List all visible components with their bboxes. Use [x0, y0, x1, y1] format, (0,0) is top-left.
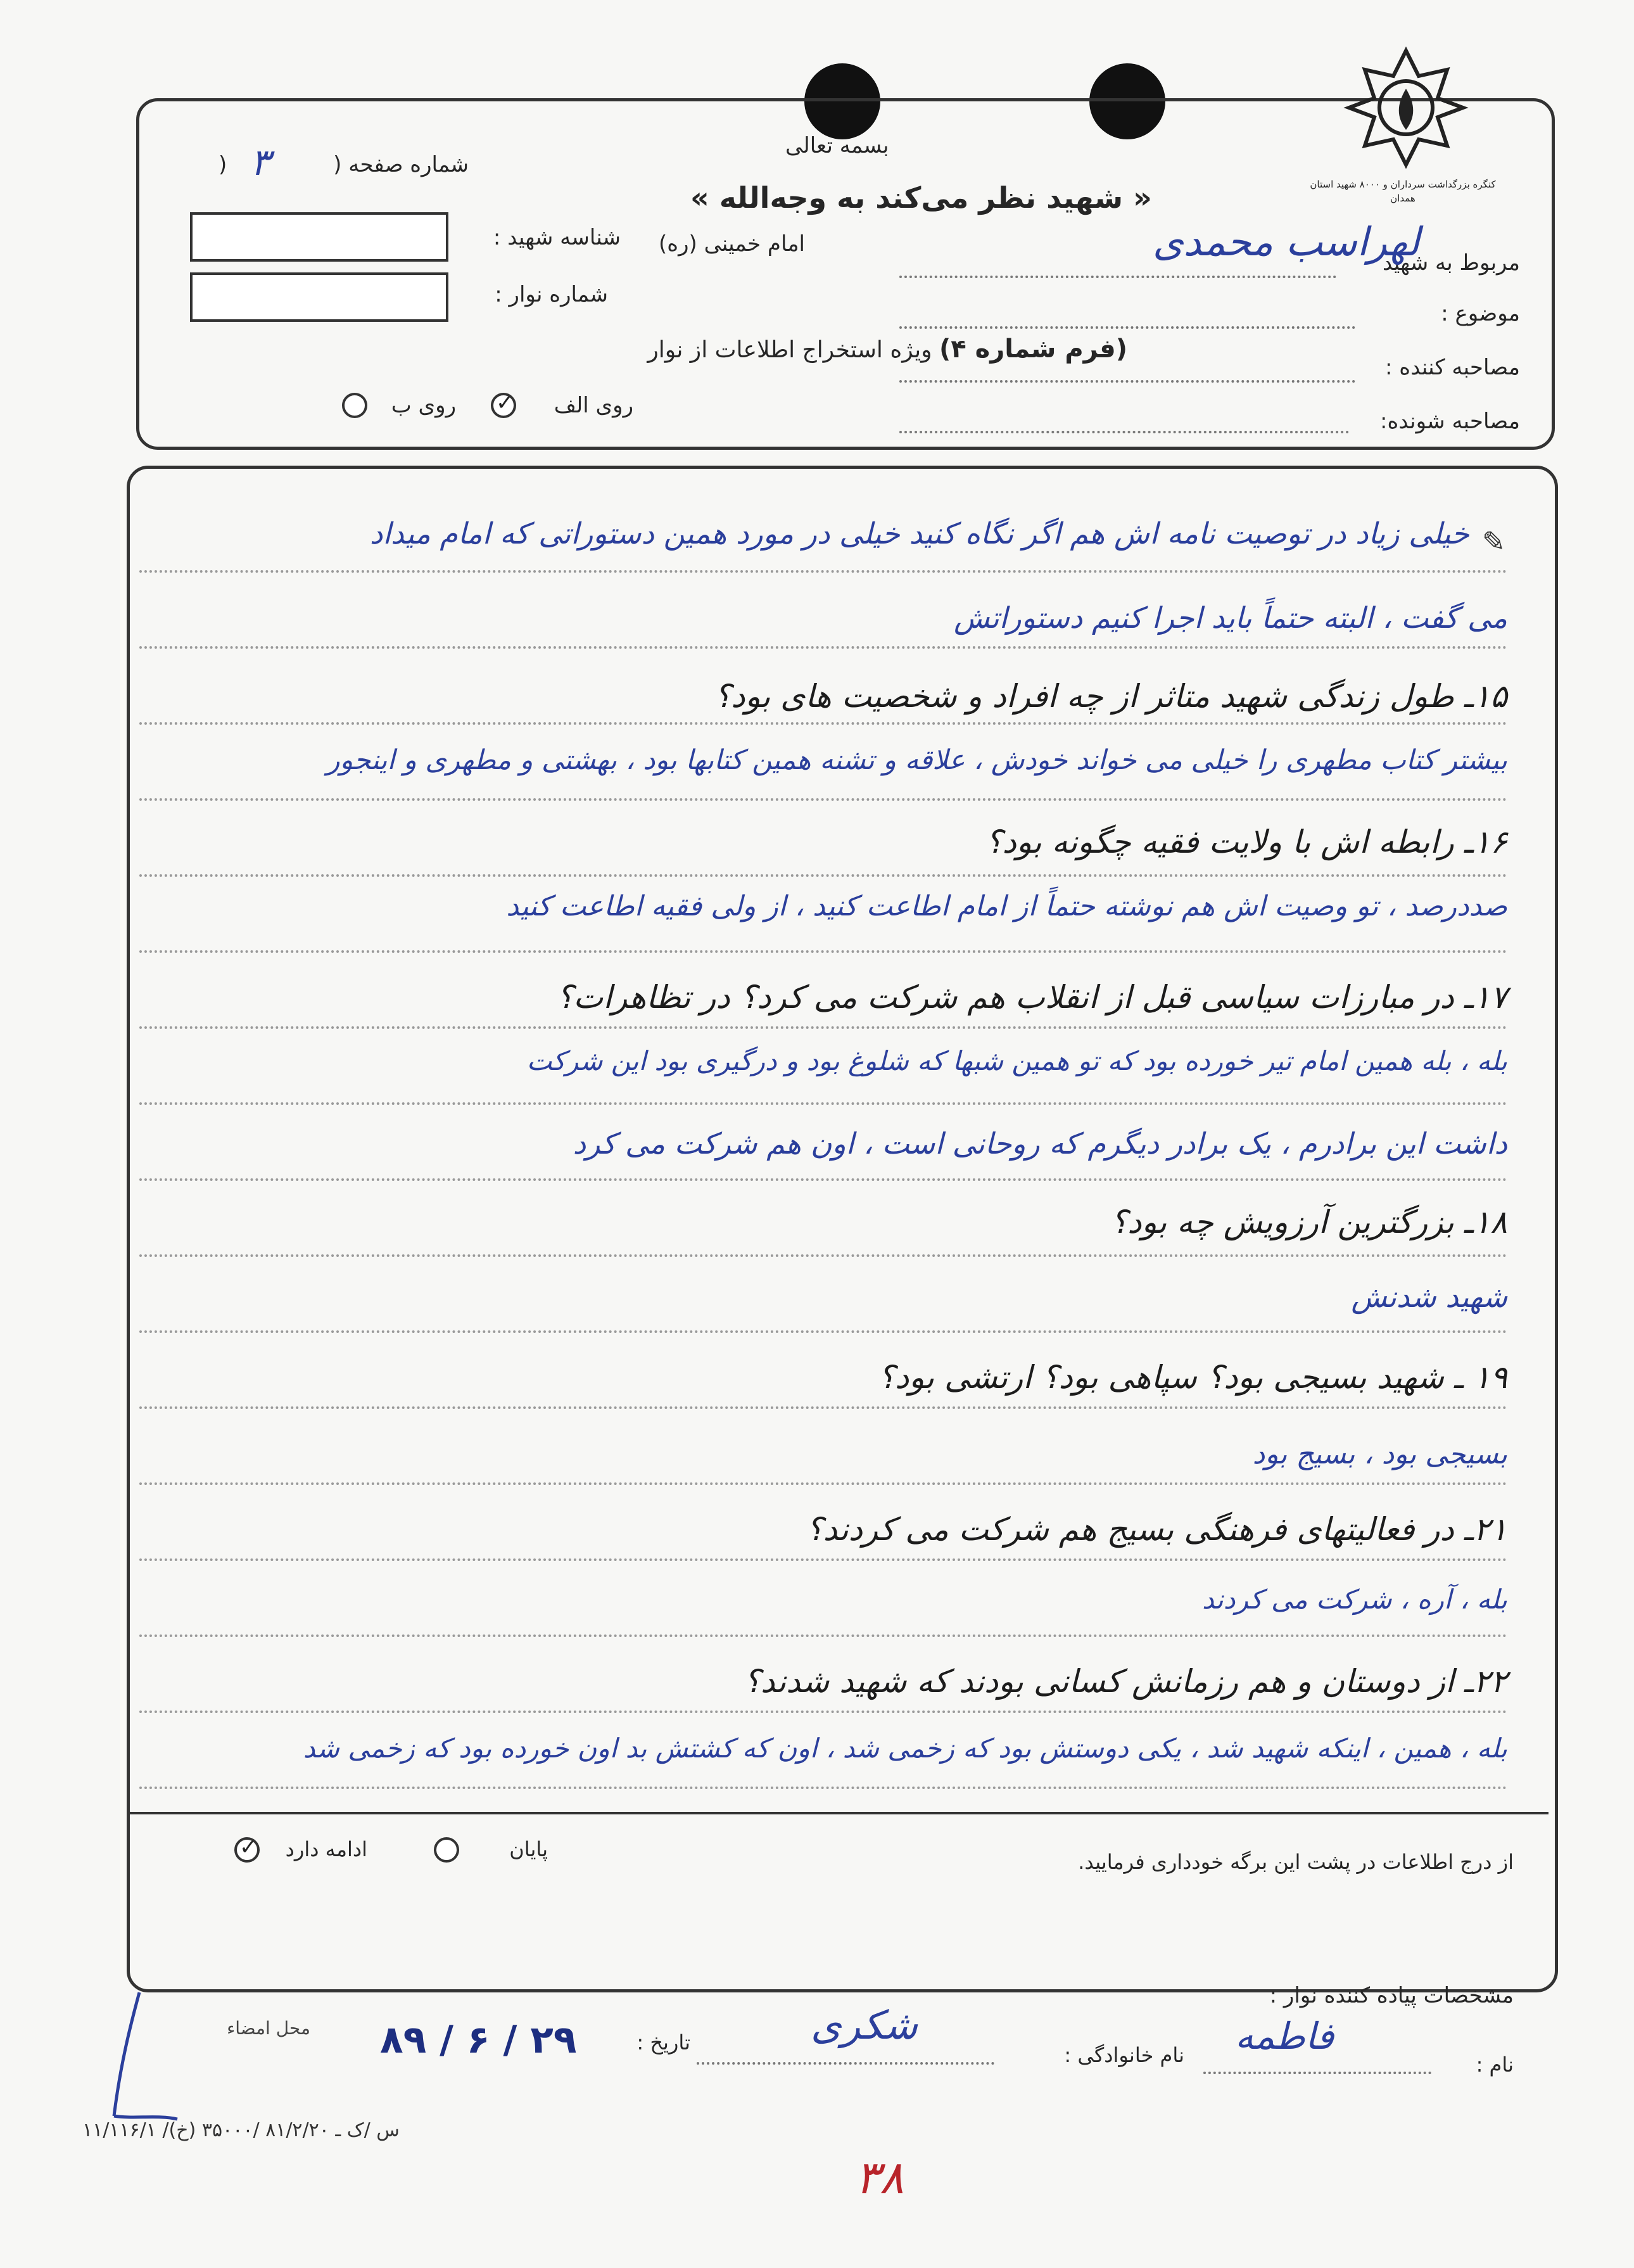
body-line: بله ، آره ، شرکت می کردند — [1202, 1584, 1507, 1615]
body-line: شهید شدنش — [1351, 1280, 1507, 1314]
side-a-label: روی الف — [554, 393, 633, 418]
related-martyr-value: لهراسب محمدی — [1153, 219, 1420, 265]
body-line: بله ، همین ، اینکه شهید شد ، یکی دوستش بود که زخمی شد ، اون که کشتش بد اون خورده بود که زخمی شد — [303, 1733, 1507, 1764]
frame-divider — [130, 1812, 1548, 1814]
ruled-line — [139, 722, 1507, 725]
first-name-line — [1203, 2072, 1431, 2074]
interviewee-line — [899, 431, 1349, 433]
body-line: ۱۵ـ طول زندگی شهید متاثر از چه افراد و شخصیت های بود؟ — [714, 678, 1507, 715]
last-name-value: شکری — [811, 2002, 918, 2048]
form-code: ۱۱/۱۱۶/۱ /س /ک ـ ۸۱/۲/۲۰ /۳۵۰۰۰ (خ) — [82, 2119, 400, 2141]
ruled-line — [139, 570, 1507, 573]
body-line: ۱۶ـ رابطه اش با ولایت فقیه چگونه بود؟ — [985, 824, 1507, 860]
body-line: ۲۲ـ از دوستان و هم رزمانش کسانی بودند که شهید شدند؟ — [744, 1663, 1507, 1700]
ruled-line — [139, 1102, 1507, 1105]
ruled-line — [139, 1634, 1507, 1637]
emblem-icon — [1343, 44, 1469, 171]
form-title-rest: ویژه استخراج اطلاعات از نوار — [647, 337, 932, 363]
body-line: ۱۸ـ بزرگترین آرزویش چه بود؟ — [1110, 1204, 1507, 1240]
related-martyr-label: مربوط به شهید — [1382, 250, 1520, 276]
ruled-line — [139, 1482, 1507, 1485]
tape-number-field[interactable] — [190, 272, 448, 322]
ruled-line — [139, 1406, 1507, 1409]
page-number-value: ۳ — [250, 141, 270, 184]
note: از درج اطلاعات در پشت این برگه خودداری فرمایید. — [1078, 1850, 1514, 1874]
body-line: بله ، بله همین امام تیر خورده بود که تو همین شبها که شلوغ بود و درگیری بود این شرکت — [526, 1045, 1507, 1076]
body-line: می گفت ، البته حتماً باید اجرا کنیم دستوراتش — [954, 601, 1507, 635]
side-b-label: روی ب — [391, 393, 456, 418]
side-b-radio[interactable] — [342, 393, 367, 418]
ruled-line — [139, 950, 1507, 953]
ruled-line — [139, 1254, 1507, 1257]
signature — [95, 1989, 190, 2129]
ruled-line — [139, 1026, 1507, 1029]
interviewee-label: مصاحبه شونده: — [1380, 409, 1520, 434]
signature-label: محل امضاء — [227, 2018, 310, 2039]
form-title — [570, 334, 1127, 364]
ruled-line — [139, 1787, 1507, 1789]
end-radio[interactable] — [434, 1837, 459, 1863]
body-line: خیلی زیاد در توصیت نامه اش هم اگر نگاه کنید خیلی در مورد همین دستوراتی که امام میداد — [369, 516, 1469, 551]
ruled-line — [139, 1711, 1507, 1713]
related-martyr-line — [899, 276, 1336, 278]
logo — [1343, 44, 1469, 171]
form-title-bold: (فرم شماره ۴) — [939, 334, 1127, 364]
ruled-line — [139, 798, 1507, 801]
ruled-line — [139, 874, 1507, 877]
motto: « شهید نظر می‌کند به وجه‌الله » — [690, 181, 1152, 215]
continue-label: ادامه دارد — [285, 1837, 367, 1861]
pencil-icon: ✎ — [1482, 526, 1505, 558]
martyr-id-field[interactable] — [190, 212, 448, 262]
motto-author: امام خمینی (ره) — [659, 231, 805, 257]
interviewer-line — [899, 380, 1355, 383]
body-line: صددرصد ، تو وصیت اش هم نوشته حتماً از امام اطاعت کنید ، از ولی فقیه اطاعت کنید — [506, 890, 1507, 922]
continue-radio[interactable] — [234, 1837, 260, 1863]
end-label: پایان — [509, 1837, 548, 1861]
body-line: ۱۹ ـ شهید بسیجی بود؟ سپاهی بود؟ ارتشی بود؟ — [878, 1359, 1507, 1396]
bismillah: بسمه تعالی — [785, 133, 889, 158]
page-number-label: شماره صفحه ( — [333, 152, 469, 177]
first-name-label: نام : — [1476, 2053, 1514, 2077]
body-line: ۲۱ـ در فعالیتهای فرهنگی بسیج هم شرکت می کردند؟ — [806, 1511, 1507, 1548]
side-a-radio[interactable] — [491, 393, 516, 418]
last-name-label: نام خانوادگی : — [1064, 2043, 1184, 2067]
transcriber-title: مشخصات پیاده کننده نوار : — [1269, 1983, 1514, 2008]
ruled-line — [139, 1330, 1507, 1333]
signature-stroke — [95, 1989, 190, 2129]
logo-caption: کنگره بزرگداشت سرداران و ۸۰۰۰ شهید استان همدان — [1310, 179, 1496, 204]
body-line: ۱۷ـ در مبارزات سیاسی قبل از انقلاب هم شرکت می کرد؟ در تظاهرات؟ — [556, 979, 1507, 1016]
body-line: بسیجی بود ، بسیج بود — [1252, 1438, 1507, 1470]
body-line: بیشتر کتاب مطهری را خیلی می خواند خودش ، علاقه و تشنه همین کتابها بود ، بهشتی و مطهری و اینجور — [326, 744, 1507, 776]
date-value: ۸۹ / ۶ / ۲۹ — [380, 2018, 577, 2062]
ruled-line — [139, 646, 1507, 649]
sheet-number: ۳۸ — [855, 2151, 904, 2204]
page-number-close: ) — [218, 152, 227, 177]
subject-line — [899, 326, 1355, 329]
interviewer-label: مصاحبه کننده : — [1385, 355, 1520, 380]
subject-label: موضوع : — [1441, 301, 1520, 326]
body-line: داشت این برادرم ، یک برادر دیگرم که روحانی است ، اون هم شرکت می کرد — [573, 1126, 1507, 1161]
date-label: تاریخ : — [636, 2030, 690, 2055]
tape-number-label: شماره نوار : — [495, 282, 608, 307]
ruled-line — [139, 1558, 1507, 1561]
last-name-line — [697, 2062, 994, 2065]
ruled-line — [139, 1178, 1507, 1181]
martyr-id-label: شناسه شهید : — [493, 225, 621, 250]
first-name-value: فاطمه — [1235, 2015, 1334, 2058]
